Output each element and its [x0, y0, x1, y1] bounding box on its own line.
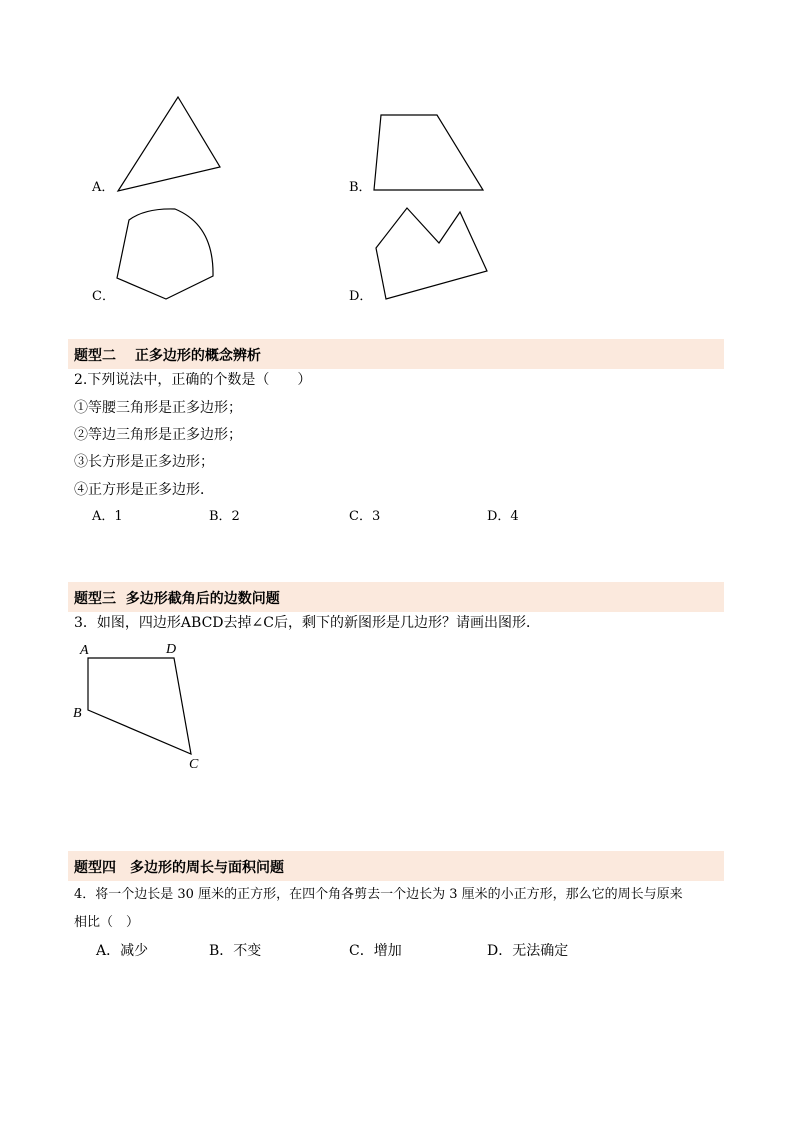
q4-option-a: A．减少: [96, 943, 149, 959]
q2-option-c: C．3: [349, 509, 381, 524]
vertex-a-label: A: [80, 643, 89, 658]
q4-option-b: B．不变: [209, 943, 262, 959]
option-a-label: A．: [92, 180, 115, 195]
section-2-title: 题型二 正多边形的概念辨析: [74, 348, 261, 364]
question-3-text: 3．如图，四边形ABCD去掉∠C后，剩下的新图形是几边形？请画出图形．: [74, 615, 540, 631]
statement-3: ③长方形是正多边形；: [74, 454, 214, 470]
section-3-title: 题型三 多边形截角后的边数问题: [74, 591, 280, 607]
q2-option-b: B．2: [209, 509, 240, 524]
statement-2: ②等边三角形是正多边形；: [74, 427, 242, 443]
vertex-b-label: B: [73, 706, 82, 721]
option-d-label: D．: [349, 289, 373, 304]
q4-option-d: D．无法确定: [487, 943, 569, 959]
section-4-title: 题型四 多边形的周长与面积问题: [74, 860, 284, 876]
q2-option-a: A．1: [92, 509, 123, 524]
q4-option-c: C．增加: [349, 943, 402, 959]
statement-4: ④正方形是正多边形．: [74, 482, 214, 498]
statement-1: ①等腰三角形是正多边形；: [74, 400, 242, 416]
question-2-text: 2.下列说法中，正确的个数是（ ）: [74, 372, 312, 388]
vertex-d-label: D: [166, 642, 177, 657]
option-c-label: C．: [92, 289, 115, 304]
section-4-header: [68, 851, 724, 881]
question-4-line-2: 相比（ ）: [74, 915, 140, 930]
q2-option-d: D．4: [487, 509, 519, 524]
vertex-c-label: C: [189, 757, 199, 772]
question-4-line-1: 4．将一个边长是 30 厘米的正方形，在四个角各剪去一个边长为 3 厘米的小正方形，那么它的周长与原来: [74, 887, 683, 902]
option-b-label: B．: [349, 180, 372, 195]
